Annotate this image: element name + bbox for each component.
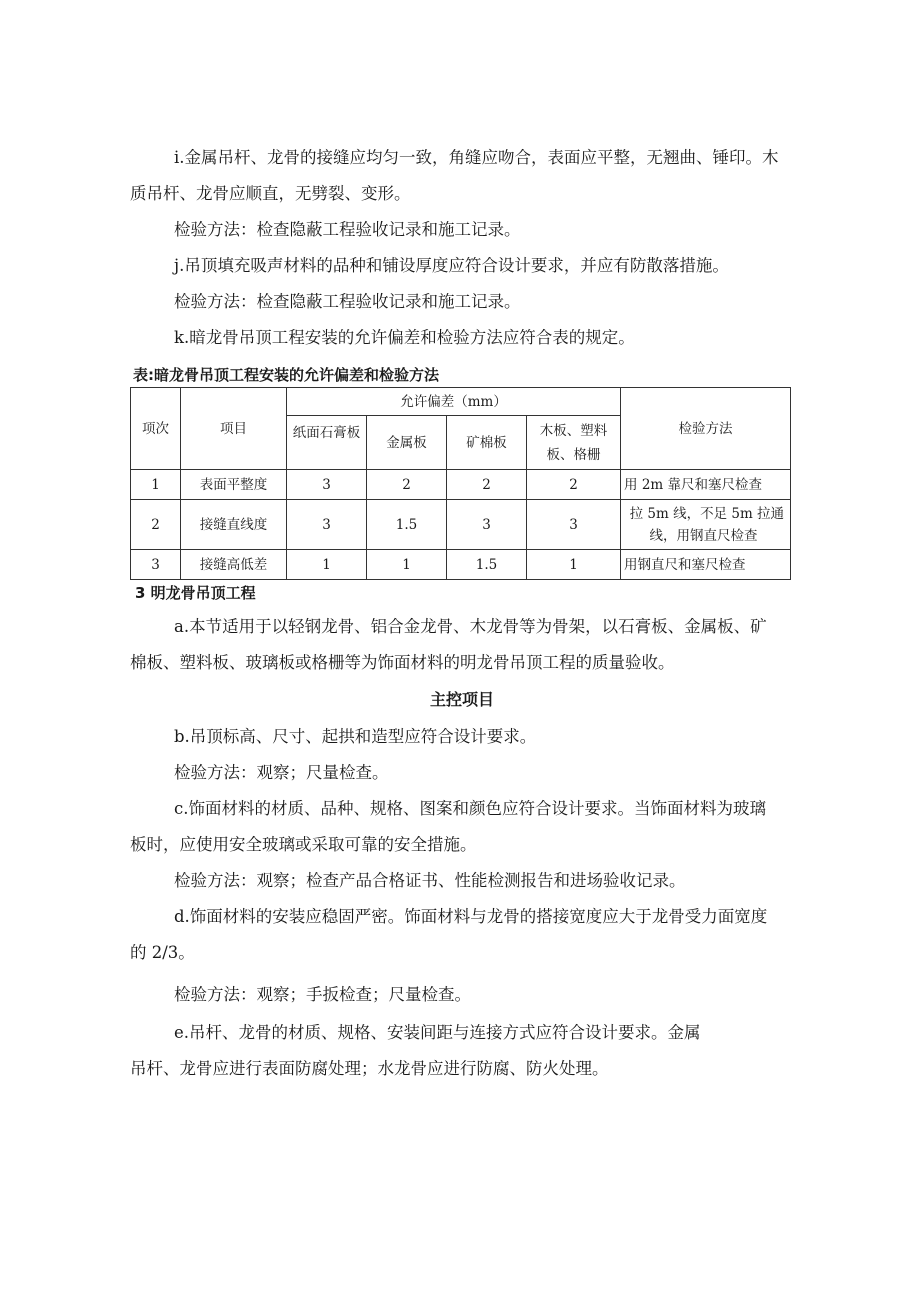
paragraph-j-method: 检验方法：检查隐蔽工程验收记录和施工记录。: [174, 292, 521, 311]
header-wood: [527, 416, 621, 470]
cell-method-line2: 线，用钢直尺检查: [649, 527, 758, 544]
cell-item: 表面平整度: [181, 470, 287, 500]
header-metal: 金属板: [367, 416, 447, 470]
paragraph-a-line1: a.本节适用于以轻钢龙骨、铝合金龙骨、木龙骨等为骨架，以石膏板、金属板、矿: [174, 617, 767, 636]
paragraph-d-method: 检验方法：观察；手扳检查；尺量检查。: [174, 985, 471, 1004]
cell-method: 用 2m 靠尺和塞尺检查: [621, 470, 791, 500]
paragraph-d-line1: d.饰面材料的安装应稳固严密。饰面材料与龙骨的搭接宽度应大于龙骨受力面宽度: [174, 907, 768, 926]
cell-no: 2: [131, 500, 181, 550]
cell-wood: 1: [527, 550, 621, 580]
cell-metal: 1.5: [367, 500, 447, 550]
header-gypsum: 纸面石膏板: [287, 416, 367, 470]
paragraph-c-method: 检验方法：观察；检查产品合格证书、性能检测报告和进场验收记录。: [174, 871, 686, 890]
cell-gypsum: 3: [287, 470, 367, 500]
paragraph-i-line2: 质吊杆、龙骨应顺直，无劈裂、变形。: [130, 184, 411, 203]
main-items-heading: 主控项目: [429, 690, 494, 709]
header-no: 项次: [131, 388, 181, 470]
table-row: [131, 550, 791, 580]
paragraph-i-line1: i.金属吊杆、龙骨的接缝应均匀一致，角缝应吻合，表面应平整，无翘曲、锤印。木: [174, 148, 779, 167]
paragraph-a-line2: 棉板、塑料板、玻璃板或格栅等为饰面材料的明龙骨吊顶工程的质量验收。: [130, 653, 675, 672]
cell-method: 用钢直尺和塞尺检查: [621, 550, 791, 580]
cell-mineral: 2: [447, 470, 527, 500]
paragraph-d-line2: 的 2/3。: [130, 943, 195, 962]
paragraph-e-line1: e.吊杆、龙骨的材质、规格、安装间距与连接方式应符合设计要求。金属: [174, 1023, 701, 1042]
cell-item: 接缝直线度: [181, 500, 287, 550]
paragraph-b-method: 检验方法：观察；尺量检查。: [174, 763, 389, 782]
cell-method: [621, 500, 791, 550]
header-wood-line2: 板、格栅: [546, 446, 601, 463]
table-row: [131, 500, 791, 550]
cell-wood: 3: [527, 500, 621, 550]
cell-mineral: 1.5: [447, 550, 527, 580]
cell-no: 1: [131, 470, 181, 500]
table-caption: 表:暗龙骨吊顶工程安装的允许偏差和检验方法: [133, 366, 440, 384]
header-item: 项目: [181, 388, 287, 470]
cell-no: 3: [131, 550, 181, 580]
cell-method-line1: 拉 5m 线，不足 5m 拉通: [629, 505, 785, 522]
section-title: 3 明龙骨吊顶工程: [135, 584, 256, 602]
paragraph-b: b.吊顶标高、尺寸、起拱和造型应符合设计要求。: [174, 727, 537, 746]
cell-mineral: 3: [447, 500, 527, 550]
table-row: [131, 470, 791, 500]
paragraph-j: j.吊顶填充吸声材料的品种和铺设厚度应符合设计要求，并应有防散落措施。: [174, 256, 729, 275]
paragraph-k: k.暗龙骨吊顶工程安装的允许偏差和检验方法应符合表的规定。: [174, 328, 635, 347]
header-mineral: 矿棉板: [447, 416, 527, 470]
table-header-row-1: [131, 388, 791, 416]
cell-wood: 2: [527, 470, 621, 500]
cell-metal: 2: [367, 470, 447, 500]
paragraph-c-line1: c.饰面材料的材质、品种、规格、图案和颜色应符合设计要求。当饰面材料为玻璃: [174, 799, 766, 818]
paragraph-c-line2: 板时，应使用安全玻璃或采取可靠的安全措施。: [130, 835, 477, 854]
cell-item: 接缝高低差: [181, 550, 287, 580]
tolerance-table: [130, 387, 791, 580]
paragraph-i-method: 检验方法：检查隐蔽工程验收记录和施工记录。: [174, 220, 521, 239]
cell-gypsum: 1: [287, 550, 367, 580]
cell-gypsum: 3: [287, 500, 367, 550]
header-wood-line1: 木板、塑料: [539, 422, 608, 439]
paragraph-e-line2: 吊杆、龙骨应进行表面防腐处理；水龙骨应进行防腐、防火处理。: [130, 1059, 609, 1078]
header-method: 检验方法: [621, 388, 791, 470]
cell-metal: 1: [367, 550, 447, 580]
header-tolerance: 允许偏差（mm）: [287, 388, 621, 416]
